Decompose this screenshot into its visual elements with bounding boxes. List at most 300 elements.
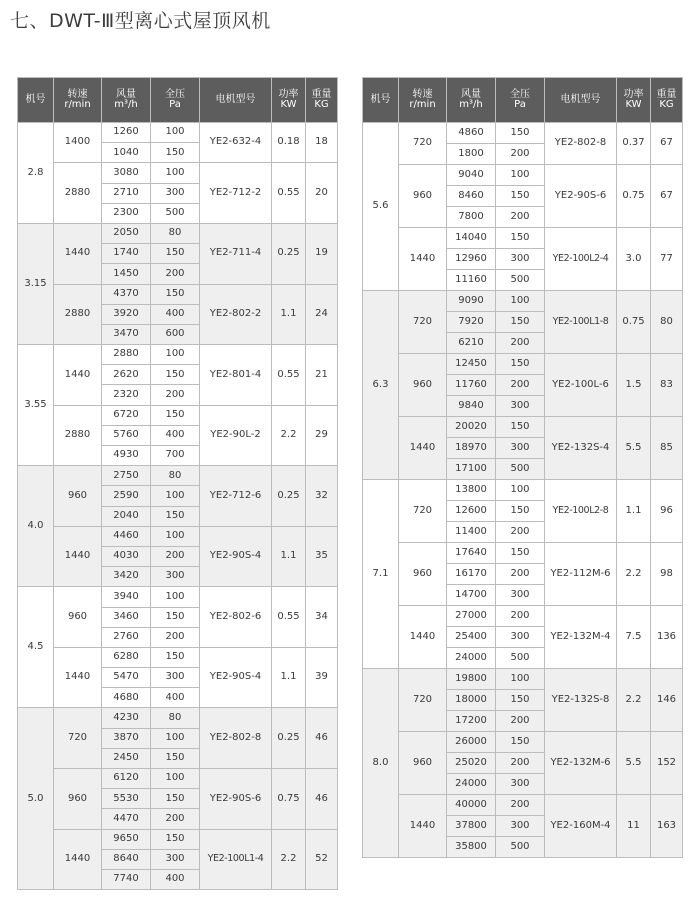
pressure-cell: 80 <box>151 223 200 243</box>
pressure-cell: 300 <box>496 585 545 606</box>
power-cell: 0.37 <box>617 123 651 165</box>
pressure-cell: 600 <box>151 324 200 344</box>
model-cell: 7.1 <box>363 480 399 669</box>
airflow-cell: 11400 <box>447 522 496 543</box>
pressure-cell: 100 <box>151 486 200 506</box>
speed-cell: 1440 <box>54 829 102 890</box>
column-header-model <box>18 78 54 123</box>
pressure-cell: 150 <box>151 647 200 667</box>
pressure-cell: 400 <box>151 688 200 708</box>
table-row <box>363 543 683 564</box>
table-row <box>363 123 683 144</box>
pressure-cell: 200 <box>496 522 545 543</box>
speed-cell: 1440 <box>399 795 447 858</box>
power-cell: 2.2 <box>272 829 306 890</box>
pressure-cell: 200 <box>496 606 545 627</box>
speed-cell: 960 <box>399 165 447 228</box>
airflow-cell: 2710 <box>102 183 151 203</box>
airflow-cell: 2620 <box>102 365 151 385</box>
power-cell: 1.1 <box>272 526 306 587</box>
speed-cell: 1440 <box>399 228 447 291</box>
airflow-cell: 5530 <box>102 789 151 809</box>
pressure-cell: 200 <box>496 753 545 774</box>
airflow-cell: 2760 <box>102 627 151 647</box>
power-cell: 1.1 <box>272 284 306 345</box>
airflow-cell: 8640 <box>102 849 151 869</box>
weight-cell: 46 <box>306 769 338 830</box>
speed-cell: 720 <box>54 708 102 769</box>
column-header-pressure-line: 全压 <box>510 88 530 100</box>
pressure-cell: 200 <box>496 375 545 396</box>
airflow-cell: 5760 <box>102 425 151 445</box>
table-row <box>363 291 683 312</box>
power-cell: 5.5 <box>617 732 651 795</box>
airflow-cell: 13800 <box>447 480 496 501</box>
pressure-cell: 300 <box>496 249 545 270</box>
pressure-cell: 300 <box>496 627 545 648</box>
weight-cell: 46 <box>306 708 338 769</box>
weight-cell: 80 <box>651 291 683 354</box>
pressure-cell: 200 <box>496 333 545 354</box>
column-header-speed-line: r/min <box>64 99 91 110</box>
pressure-cell: 500 <box>496 459 545 480</box>
table-row <box>363 795 683 816</box>
pressure-cell: 150 <box>496 354 545 375</box>
motor-cell: YE2-132M-4 <box>545 606 617 669</box>
column-header-airflow-line: 风量 <box>461 88 481 100</box>
column-header-power-line: KW <box>280 99 297 110</box>
power-cell: 0.55 <box>272 163 306 224</box>
pressure-cell: 200 <box>496 795 545 816</box>
speed-cell: 1440 <box>54 345 102 406</box>
table-row <box>18 466 338 486</box>
airflow-cell: 9650 <box>102 829 151 849</box>
airflow-cell: 9840 <box>447 396 496 417</box>
weight-cell: 52 <box>306 829 338 890</box>
airflow-cell: 19800 <box>447 669 496 690</box>
pressure-cell: 100 <box>151 728 200 748</box>
pressure-cell: 200 <box>496 207 545 228</box>
weight-cell: 20 <box>306 163 338 224</box>
airflow-cell: 26000 <box>447 732 496 753</box>
weight-cell: 96 <box>651 480 683 543</box>
weight-cell: 35 <box>306 526 338 587</box>
pressure-cell: 100 <box>151 163 200 183</box>
column-header-speed-line: r/min <box>409 99 436 110</box>
airflow-cell: 27000 <box>447 606 496 627</box>
pressure-cell: 100 <box>151 345 200 365</box>
pressure-cell: 150 <box>496 543 545 564</box>
pressure-cell: 100 <box>151 587 200 607</box>
airflow-cell: 4370 <box>102 284 151 304</box>
column-header-airflow <box>102 78 151 123</box>
pressure-cell: 400 <box>151 869 200 889</box>
power-cell: 0.25 <box>272 223 306 284</box>
pressure-cell: 300 <box>496 396 545 417</box>
weight-cell: 29 <box>306 405 338 466</box>
table-row <box>18 163 338 183</box>
motor-cell: YE2-112M-6 <box>545 543 617 606</box>
power-cell: 0.55 <box>272 345 306 406</box>
airflow-cell: 25020 <box>447 753 496 774</box>
power-cell: 0.75 <box>617 291 651 354</box>
power-cell: 0.75 <box>617 165 651 228</box>
power-cell: 1.1 <box>272 647 306 708</box>
fan-spec-table-right <box>362 77 683 858</box>
weight-cell: 85 <box>651 417 683 480</box>
pressure-cell: 300 <box>151 849 200 869</box>
column-header-motor-line: 电机型号 <box>560 93 601 105</box>
table-row <box>18 647 338 667</box>
airflow-cell: 9090 <box>447 291 496 312</box>
airflow-cell: 1260 <box>102 123 151 143</box>
column-header-motor <box>545 78 617 123</box>
column-header-speed <box>54 78 102 123</box>
speed-cell: 960 <box>399 354 447 417</box>
airflow-cell: 25400 <box>447 627 496 648</box>
airflow-cell: 2880 <box>102 345 151 365</box>
airflow-cell: 11760 <box>447 375 496 396</box>
airflow-cell: 3460 <box>102 607 151 627</box>
speed-cell: 720 <box>399 291 447 354</box>
pressure-cell: 150 <box>496 186 545 207</box>
weight-cell: 77 <box>651 228 683 291</box>
power-cell: 11 <box>617 795 651 858</box>
weight-cell: 98 <box>651 543 683 606</box>
model-cell: 3.55 <box>18 345 54 466</box>
column-header-weight-line: KG <box>659 99 674 110</box>
pressure-cell: 200 <box>496 711 545 732</box>
motor-cell: YE2-802-2 <box>200 284 272 345</box>
power-cell: 7.5 <box>617 606 651 669</box>
speed-cell: 2880 <box>54 405 102 466</box>
column-header-model <box>363 78 399 123</box>
pressure-cell: 100 <box>151 526 200 546</box>
model-cell: 4.5 <box>18 587 54 708</box>
pressure-cell: 100 <box>496 480 545 501</box>
motor-cell: YE2-90L-2 <box>200 405 272 466</box>
airflow-cell: 3870 <box>102 728 151 748</box>
pressure-cell: 150 <box>151 789 200 809</box>
table-row <box>363 165 683 186</box>
motor-cell: YE2-712-2 <box>200 163 272 224</box>
motor-cell: YE2-90S-4 <box>200 647 272 708</box>
airflow-cell: 4470 <box>102 809 151 829</box>
model-cell: 6.3 <box>363 291 399 480</box>
pressure-cell: 300 <box>151 668 200 688</box>
airflow-cell: 2040 <box>102 506 151 526</box>
airflow-cell: 2450 <box>102 748 151 768</box>
speed-cell: 1440 <box>54 223 102 284</box>
speed-cell: 960 <box>399 543 447 606</box>
weight-cell: 21 <box>306 345 338 406</box>
pressure-cell: 100 <box>496 291 545 312</box>
weight-cell: 24 <box>306 284 338 345</box>
airflow-cell: 7800 <box>447 207 496 228</box>
speed-cell: 2880 <box>54 163 102 224</box>
power-cell: 5.5 <box>617 417 651 480</box>
airflow-cell: 16170 <box>447 564 496 585</box>
airflow-cell: 18970 <box>447 438 496 459</box>
pressure-cell: 150 <box>496 732 545 753</box>
motor-cell: YE2-100L-6 <box>545 354 617 417</box>
airflow-cell: 37800 <box>447 816 496 837</box>
speed-cell: 720 <box>399 123 447 165</box>
airflow-cell: 24000 <box>447 774 496 795</box>
weight-cell: 146 <box>651 669 683 732</box>
column-header-airflow-line: m³/h <box>114 99 138 110</box>
fan-spec-table-left <box>17 77 338 890</box>
power-cell: 2.2 <box>617 669 651 732</box>
table-row <box>18 123 338 143</box>
airflow-cell: 6280 <box>102 647 151 667</box>
power-cell: 2.2 <box>272 405 306 466</box>
airflow-cell: 18000 <box>447 690 496 711</box>
pressure-cell: 700 <box>151 446 200 466</box>
airflow-cell: 40000 <box>447 795 496 816</box>
pressure-cell: 150 <box>151 829 200 849</box>
column-header-pressure <box>151 78 200 123</box>
airflow-cell: 20020 <box>447 417 496 438</box>
airflow-cell: 5470 <box>102 668 151 688</box>
airflow-cell: 1040 <box>102 143 151 163</box>
motor-cell: YE2-90S-6 <box>200 769 272 830</box>
airflow-cell: 2590 <box>102 486 151 506</box>
column-header-model-line: 机号 <box>370 93 391 105</box>
airflow-cell: 1800 <box>447 144 496 165</box>
column-header-pressure-line: Pa <box>169 99 181 110</box>
weight-cell: 18 <box>306 123 338 163</box>
table-row <box>363 480 683 501</box>
speed-cell: 720 <box>399 669 447 732</box>
pressure-cell: 300 <box>496 816 545 837</box>
column-header-motor <box>200 78 272 123</box>
model-cell: 5.6 <box>363 123 399 291</box>
pressure-cell: 300 <box>496 774 545 795</box>
column-header-weight-line: 重量 <box>311 88 332 100</box>
weight-cell: 19 <box>306 223 338 284</box>
pressure-cell: 200 <box>151 385 200 405</box>
speed-cell: 1440 <box>399 606 447 669</box>
column-header-speed <box>399 78 447 123</box>
motor-cell: YE2-100L1-8 <box>545 291 617 354</box>
column-header-speed-line: 转速 <box>412 88 433 100</box>
airflow-cell: 3080 <box>102 163 151 183</box>
pressure-cell: 500 <box>496 837 545 858</box>
weight-cell: 34 <box>306 587 338 648</box>
speed-cell: 960 <box>54 466 102 527</box>
column-header-weight <box>651 78 683 123</box>
airflow-cell: 4680 <box>102 688 151 708</box>
airflow-cell: 35800 <box>447 837 496 858</box>
speed-cell: 2880 <box>54 284 102 345</box>
column-header-pressure-line: 全压 <box>165 88 185 100</box>
column-header-pressure <box>496 78 545 123</box>
airflow-cell: 2320 <box>102 385 151 405</box>
weight-cell: 39 <box>306 647 338 708</box>
airflow-cell: 4230 <box>102 708 151 728</box>
model-cell: 5.0 <box>18 708 54 890</box>
airflow-cell: 4930 <box>102 446 151 466</box>
pressure-cell: 150 <box>151 405 200 425</box>
pressure-cell: 150 <box>151 748 200 768</box>
table-row <box>363 732 683 753</box>
airflow-cell: 3420 <box>102 567 151 587</box>
pressure-cell: 500 <box>496 648 545 669</box>
airflow-cell: 6210 <box>447 333 496 354</box>
motor-cell: YE2-632-4 <box>200 123 272 163</box>
power-cell: 0.25 <box>272 708 306 769</box>
airflow-cell: 6720 <box>102 405 151 425</box>
pressure-cell: 300 <box>151 183 200 203</box>
motor-cell: YE2-132S-8 <box>545 669 617 732</box>
model-cell: 2.8 <box>18 123 54 224</box>
table-row <box>18 345 338 365</box>
motor-cell: YE2-90S-4 <box>200 526 272 587</box>
pressure-cell: 100 <box>496 669 545 690</box>
airflow-cell: 1740 <box>102 244 151 264</box>
pressure-cell: 200 <box>151 264 200 284</box>
weight-cell: 136 <box>651 606 683 669</box>
power-cell: 1.1 <box>617 480 651 543</box>
table-row <box>18 587 338 607</box>
motor-cell: YE2-712-6 <box>200 466 272 527</box>
airflow-cell: 9040 <box>447 165 496 186</box>
model-cell: 3.15 <box>18 223 54 344</box>
table-row <box>363 669 683 690</box>
pressure-cell: 150 <box>496 312 545 333</box>
airflow-cell: 17100 <box>447 459 496 480</box>
pressure-cell: 150 <box>151 143 200 163</box>
weight-cell: 67 <box>651 123 683 165</box>
power-cell: 2.2 <box>617 543 651 606</box>
airflow-cell: 4460 <box>102 526 151 546</box>
airflow-cell: 3940 <box>102 587 151 607</box>
airflow-cell: 12960 <box>447 249 496 270</box>
airflow-cell: 14040 <box>447 228 496 249</box>
power-cell: 0.18 <box>272 123 306 163</box>
weight-cell: 32 <box>306 466 338 527</box>
airflow-cell: 3470 <box>102 324 151 344</box>
pressure-cell: 300 <box>496 438 545 459</box>
airflow-cell: 7920 <box>447 312 496 333</box>
table-row <box>18 526 338 546</box>
speed-cell: 1440 <box>54 526 102 587</box>
pressure-cell: 500 <box>151 203 200 223</box>
pressure-cell: 150 <box>496 123 545 144</box>
pressure-cell: 200 <box>151 546 200 566</box>
motor-cell: YE2-100L1-4 <box>200 829 272 890</box>
power-cell: 0.75 <box>272 769 306 830</box>
pressure-cell: 150 <box>151 607 200 627</box>
airflow-cell: 12600 <box>447 501 496 522</box>
pressure-cell: 400 <box>151 304 200 324</box>
airflow-cell: 4860 <box>447 123 496 144</box>
power-cell: 1.5 <box>617 354 651 417</box>
pressure-cell: 200 <box>151 627 200 647</box>
column-header-motor-line: 电机型号 <box>215 93 256 105</box>
pressure-cell: 100 <box>496 165 545 186</box>
column-header-speed-line: 转速 <box>67 88 88 100</box>
pressure-cell: 150 <box>151 244 200 264</box>
pressure-cell: 150 <box>496 228 545 249</box>
airflow-cell: 2050 <box>102 223 151 243</box>
table-header-row <box>18 78 338 123</box>
weight-cell: 152 <box>651 732 683 795</box>
table-header-row <box>363 78 683 123</box>
motor-cell: YE2-132S-4 <box>545 417 617 480</box>
weight-cell: 67 <box>651 165 683 228</box>
motor-cell: YE2-160M-4 <box>545 795 617 858</box>
column-header-power-line: 功率 <box>278 88 299 100</box>
airflow-cell: 4030 <box>102 546 151 566</box>
table-row <box>18 223 338 243</box>
table-row <box>363 228 683 249</box>
table-row <box>18 829 338 849</box>
airflow-cell: 7740 <box>102 869 151 889</box>
column-header-power <box>272 78 306 123</box>
motor-cell: YE2-711-4 <box>200 223 272 284</box>
motor-cell: YE2-100L2-4 <box>545 228 617 291</box>
pressure-cell: 400 <box>151 425 200 445</box>
airflow-cell: 2300 <box>102 203 151 223</box>
airflow-cell: 6120 <box>102 769 151 789</box>
speed-cell: 720 <box>399 480 447 543</box>
airflow-cell: 2750 <box>102 466 151 486</box>
speed-cell: 1440 <box>399 417 447 480</box>
table-row <box>18 769 338 789</box>
pressure-cell: 200 <box>496 144 545 165</box>
power-cell: 3.0 <box>617 228 651 291</box>
motor-cell: YE2-801-4 <box>200 345 272 406</box>
motor-cell: YE2-90S-6 <box>545 165 617 228</box>
pressure-cell: 150 <box>496 690 545 711</box>
column-header-power-line: KW <box>625 99 642 110</box>
column-header-weight-line: 重量 <box>656 88 677 100</box>
weight-cell: 83 <box>651 354 683 417</box>
pressure-cell: 150 <box>496 501 545 522</box>
motor-cell: YE2-132M-6 <box>545 732 617 795</box>
pressure-cell: 150 <box>151 506 200 526</box>
pressure-cell: 100 <box>151 769 200 789</box>
column-header-airflow-line: m³/h <box>459 99 483 110</box>
airflow-cell: 1450 <box>102 264 151 284</box>
table-row <box>18 708 338 728</box>
speed-cell: 1440 <box>54 647 102 708</box>
motor-cell: YE2-802-8 <box>200 708 272 769</box>
airflow-cell: 12450 <box>447 354 496 375</box>
airflow-cell: 14700 <box>447 585 496 606</box>
column-header-power-line: 功率 <box>623 88 644 100</box>
pressure-cell: 80 <box>151 466 200 486</box>
column-header-airflow <box>447 78 496 123</box>
pressure-cell: 200 <box>496 564 545 585</box>
column-header-weight-line: KG <box>314 99 329 110</box>
speed-cell: 960 <box>54 769 102 830</box>
table-row <box>363 354 683 375</box>
column-header-pressure-line: Pa <box>514 99 526 110</box>
pressure-cell: 80 <box>151 708 200 728</box>
column-header-airflow-line: 风量 <box>116 88 136 100</box>
power-cell: 0.25 <box>272 466 306 527</box>
power-cell: 0.55 <box>272 587 306 648</box>
model-cell: 8.0 <box>363 669 399 858</box>
pressure-cell: 500 <box>496 270 545 291</box>
pressure-cell: 150 <box>151 365 200 385</box>
pressure-cell: 100 <box>151 123 200 143</box>
pressure-cell: 300 <box>151 567 200 587</box>
column-header-model-line: 机号 <box>25 93 46 105</box>
